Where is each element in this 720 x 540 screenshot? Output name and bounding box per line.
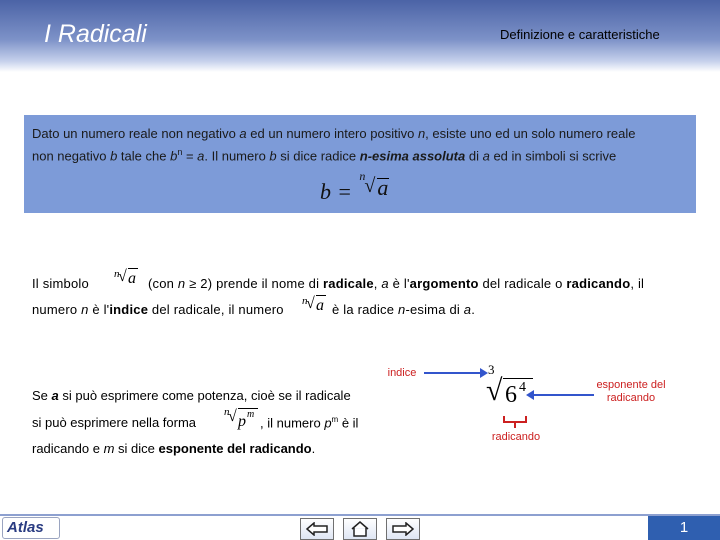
indice-arrow [424,366,488,380]
inline-root-number [300,295,326,317]
p1-text: del radicale, il numero [148,302,284,317]
symbol-label: Il simbolo [32,276,89,291]
p1-text: è la radice [332,302,398,317]
p1-text: del radicale o [478,276,567,291]
p2-var: a [51,388,59,403]
def-text: = [182,148,198,164]
paragraph1-line1 [148,276,696,291]
radical-bar [503,378,533,379]
p1-text: numero [32,302,82,317]
p1-bold: indice [109,302,149,317]
root-formula [320,169,389,205]
formula-root-index: n [359,169,366,183]
definition-text [32,124,692,165]
p2-text: , il numero [260,415,325,431]
def-bold: n-esima assoluta [359,148,466,164]
p1-var: a [463,302,472,317]
def-text: si dice radice [276,148,360,164]
p2-bold: esponente del radicando [158,441,312,456]
p2-text: si può esprimere nella forma [32,415,197,430]
inline-root-radicand: a [316,297,324,314]
p1-var: a [381,276,389,291]
paragraph1-line2-end [332,302,475,317]
def-text: tale che [117,148,171,164]
power-root-form [222,406,258,432]
p1-bold: argomento [409,276,479,291]
power-root-exp: m [247,409,255,420]
definition-box [24,115,696,213]
radical-sign: √ [486,374,503,407]
formula-radicand: a [377,175,389,200]
p1-bold: radicale [323,276,374,291]
def-text: ed un numero intero positivo [246,126,418,141]
p2-text: è il [338,415,359,431]
radical-bar [316,295,326,296]
p1-var: n [398,302,406,317]
def-var: a [482,148,490,164]
def-text: non negativo [32,148,111,164]
paragraph1-line2 [32,302,284,317]
def-text: , esiste uno ed un solo numero reale [425,126,636,141]
page-subtitle: Definizione e caratteristiche [500,27,660,42]
arrow-right-icon [392,522,414,536]
def-var: a [197,148,205,164]
def-text: Dato un numero reale non negativo [32,126,240,141]
example-radicand-exp: 4 [519,380,526,395]
def-var: b [110,148,118,164]
def-var: b [269,148,277,164]
header-bar [0,0,720,72]
p1-text: ≥ 2) prende il nome di [185,276,324,291]
formula-b: b [320,179,331,204]
footer-divider [0,514,720,516]
p1-text: -esima di [405,302,464,317]
p2-var: m [103,441,115,456]
p1-text: , [373,276,382,291]
prev-button[interactable] [300,518,334,540]
p2-sup: m [331,415,339,424]
radical-sign: √ [228,408,237,425]
label-esponente: esponente del radicando [596,379,666,404]
p1-var: n [177,276,186,291]
radicando-brace [502,414,528,430]
paragraph2-line3 [32,441,315,456]
formula-root [358,169,389,200]
inline-root-index: n [114,268,120,280]
p2-text: . [311,441,316,456]
p1-text: è l' [388,276,410,291]
atlas-logo: Atlas [2,517,60,539]
p2-text: radicando e [32,441,104,456]
paragraph2-line2-end [260,415,358,430]
power-root-index: n [224,406,230,418]
p2-var: p [324,415,332,431]
example-radicand-base: 6 [505,382,517,408]
radical-bar [128,268,138,269]
radical-sign: √ [118,268,127,285]
inline-root-index: n [302,295,308,307]
p1-text: . [471,302,476,317]
example-root-index: 3 [488,362,495,377]
power-root-base: p [238,413,246,430]
def-text: . Il numero [204,148,270,164]
p1-text: (con [148,276,178,291]
page-number-badge: 1 [648,516,720,540]
def-var: n [417,126,426,141]
radical-sign: √ [364,175,376,197]
radical-sign: √ [306,295,315,312]
paragraph2-line2 [32,415,196,430]
label-indice: indice [387,367,417,379]
p1-bold: radicando [566,276,631,291]
p1-var: n [81,302,89,317]
p1-text: , il [630,276,645,291]
p2-text: si può esprimere come potenza, cioè se il radicale [58,388,351,403]
def-sup: n [177,147,183,157]
def-var: b [170,148,178,164]
paragraph2-line1 [32,388,351,403]
p2-text: si dice [114,441,159,456]
next-button[interactable] [386,518,420,540]
label-radicando: radicando [491,431,541,443]
home-button[interactable] [343,518,377,540]
p2-text: Se [32,388,52,403]
page-title: I Radicali [44,20,147,48]
esponente-arrow [526,388,594,402]
def-text: di [465,148,483,164]
formula-eq: = [338,179,351,204]
arrow-left-icon [306,522,328,536]
def-text: ed in simboli si scrive [489,148,617,164]
def-var: a [239,126,247,141]
inline-root-symbol [112,268,138,290]
home-icon [350,521,370,537]
p1-text: è l' [88,302,110,317]
inline-root-radicand: a [128,270,136,287]
